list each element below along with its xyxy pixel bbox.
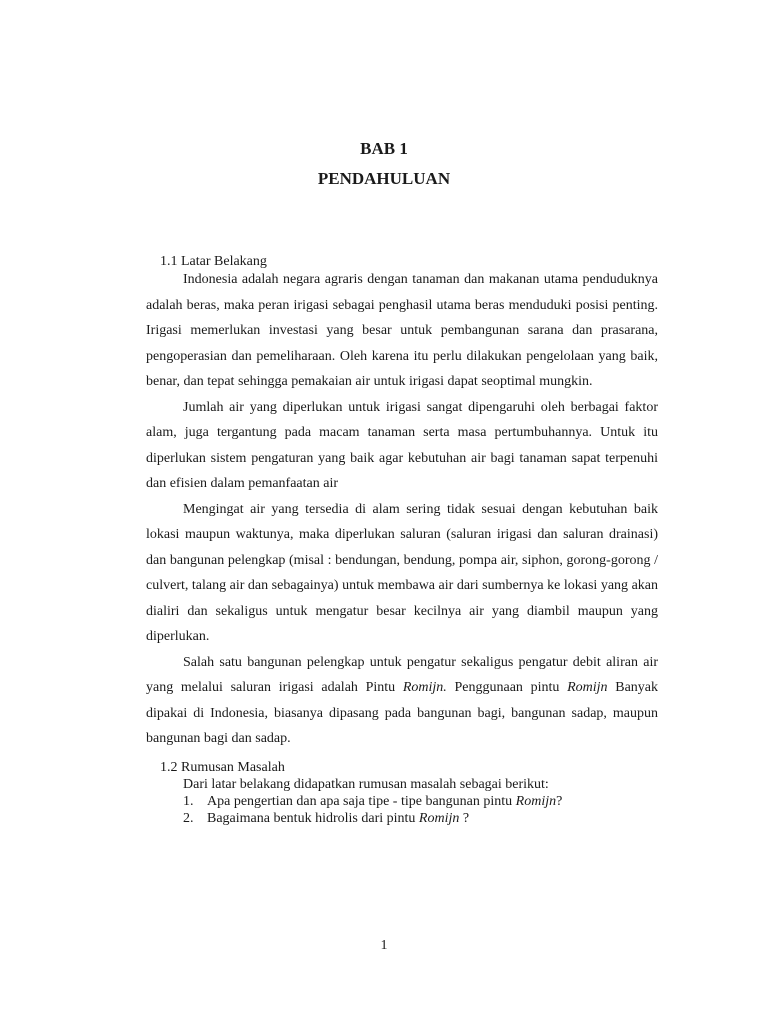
section-body-latar-belakang (146, 267, 658, 752)
list-item-text-tail: ? (556, 794, 563, 809)
list-item-text-em: Romijn (418, 811, 460, 826)
paragraph-4-em1: Romijn. (402, 680, 447, 695)
list-item-text (207, 793, 562, 810)
paragraph-4-part1: Salah satu bangunan pelengkap untuk pengatur sekaligus pengatur debit aliran air yang melalui saluran irigasi adalah Pintu (146, 654, 658, 695)
chapter-number: BAB 1 (360, 139, 408, 158)
list-item (183, 810, 663, 827)
list-item-text-em: Romijn (515, 794, 557, 809)
paragraph-4-part3: Banyak dipakai di Indonesia, biasanya dipasang pada bangunan bagi, bangunan sadap, maupun bangunan bagi dan sadap. (146, 680, 659, 746)
list-item-number: 2. (183, 811, 194, 826)
section-heading-rumusan-masalah: 1.2 Rumusan Masalah (160, 760, 285, 775)
paragraph-4 (146, 650, 658, 752)
paragraph-1: Indonesia adalah negara agraris dengan tanaman dan makanan utama penduduknya adalah beras, maka peran irigasi sebagai penghasil utama beras menduduki posisi penting. Irigasi memerlukan investasi yang besar untuk pembangunan sarana dan prasarana, pengoperasian dan pemeliharaan. Oleh karena itu perlu dilakukan pengelolaan yang baik, benar, dan tepat sehingga pemakaian air untuk irigasi dapat seoptimal mungkin. (146, 272, 658, 389)
section-heading-latar-belakang: 1.1 Latar Belakang (160, 254, 267, 269)
list-item-text-tail: ? (459, 811, 470, 826)
paragraph-4-part2: Penggunaan pintu (446, 680, 568, 695)
list-item-text-main: Bagaimana bentuk hidrolis dari pintu (207, 811, 419, 826)
paragraph-2: Jumlah air yang diperlukan untuk irigasi sangat dipengaruhi oleh berbagai faktor alam, juga tergantung pada macam tanaman serta masa pertumbuhannya. Untuk itu diperlukan sistem pengaturan yang baik agar kebutuhan air bagi tanaman sapat terpenuhi dan efisien dalam pemanfaatan air (146, 399, 658, 491)
list-intro: Dari latar belakang didapatkan rumusan masalah sebagai berikut: (183, 777, 549, 792)
paragraph-4-em2: Romijn (567, 680, 608, 695)
list-item-text (207, 810, 469, 827)
paragraph-3: Mengingat air yang tersedia di alam sering tidak sesuai dengan kebutuhan baik lokasi maupun waktunya, maka diperlukan saluran (saluran irigasi dan saluran drainasi) dan bangunan pelengkap (misal : bendungan, bendung, pompa air, siphon, gorong-gorong / culvert, talang air dan sebagainya) untuk membawa air dari sumbernya ke lokasi yang akan dialiri dan sekaligus untuk mengatur besar kecilnya air yang diambil maupun yang diperlukan. (146, 501, 658, 644)
list-item-text-main: Apa pengertian dan apa saja tipe - tipe bangunan pintu (207, 794, 516, 809)
page-number: 1 (380, 938, 388, 953)
chapter-title: PENDAHULUAN (317, 169, 451, 188)
list-item-number: 1. (183, 794, 194, 809)
list-item (183, 793, 663, 810)
section-body-rumusan-masalah (183, 776, 663, 827)
